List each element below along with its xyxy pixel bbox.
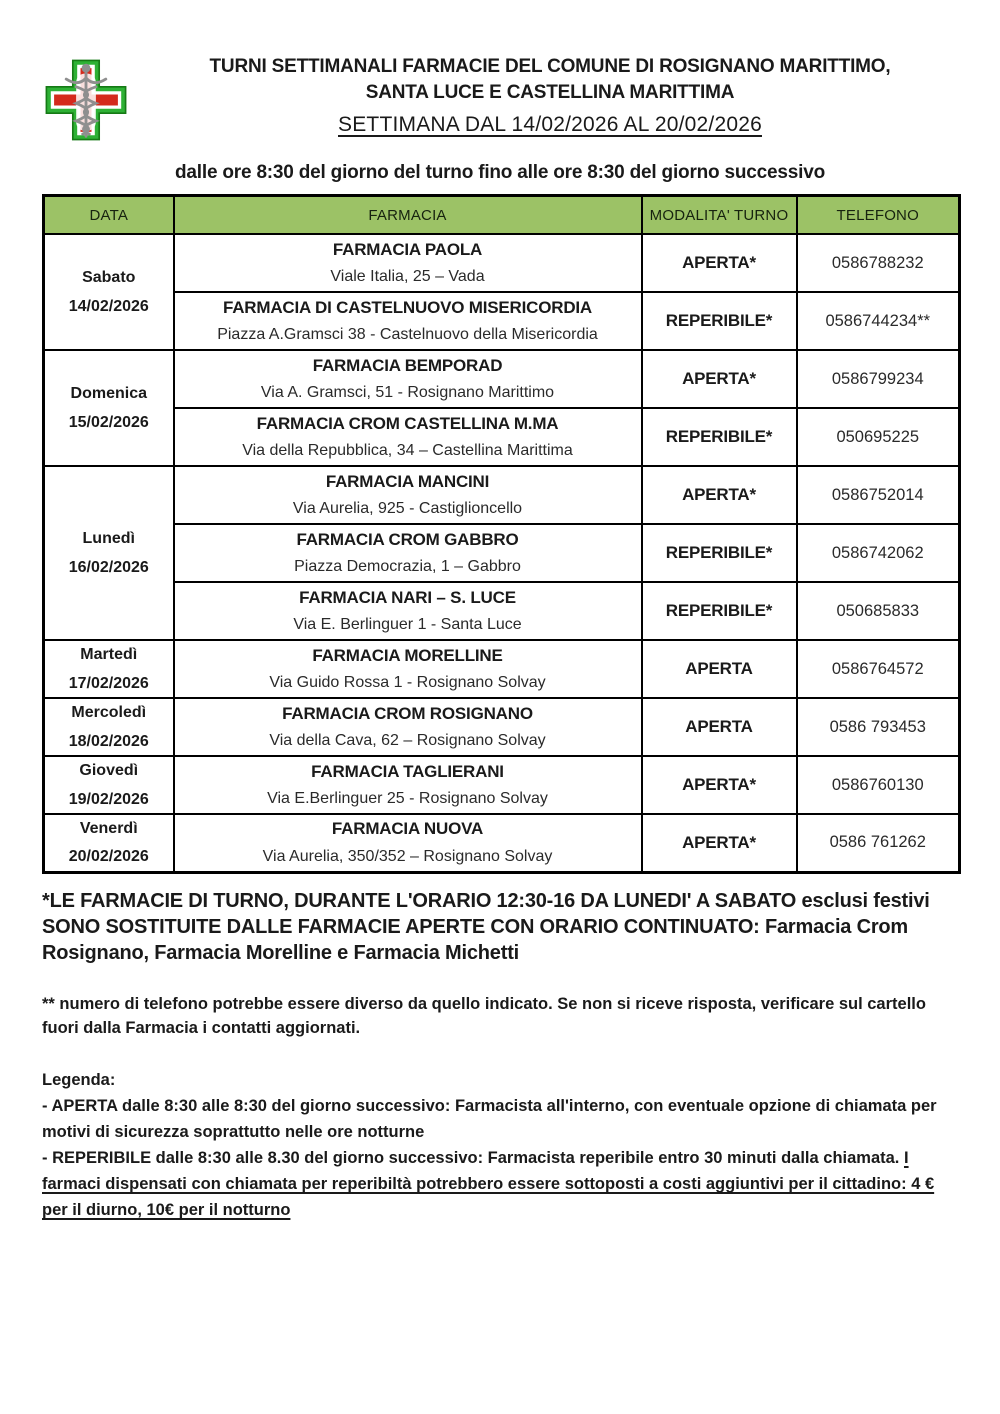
- table-row: [44, 408, 960, 466]
- date-cell-lunedi: [44, 466, 174, 640]
- pharmacy-address: Viale Italia, 25 – Vada: [330, 268, 485, 286]
- day-label: Domenica: [70, 385, 147, 403]
- table-row: [44, 698, 960, 756]
- column-header-modalita: MODALITA' TURNO: [642, 196, 797, 235]
- phone-disclaimer-note: ** numero di telefono potrebbe essere diverso da quello indicato. Se non si riceve risposta, verificare sul cartello fuori dalla Farmacia i contatti aggiornati.: [42, 994, 926, 1038]
- phone-cell: 0586 793453: [797, 698, 960, 756]
- date-label: 17/02/2026: [68, 674, 149, 692]
- day-label: Venerdì: [79, 820, 138, 838]
- legend-title: Legenda:: [42, 1071, 116, 1089]
- legend-reperibile-text: - REPERIBILE dalle 8:30 alle 8.30 del giorno successivo: Farmacista reperibile entro 30 minuti dalla chiamata.: [42, 1149, 904, 1168]
- mode-cell: APERTA*: [642, 466, 797, 524]
- table-row: [44, 524, 960, 582]
- table-row: [44, 466, 960, 524]
- date-label: 18/02/2026: [68, 732, 149, 750]
- mode-cell: REPERIBILE*: [642, 524, 797, 582]
- date-label: 19/02/2026: [68, 790, 149, 808]
- pharmacy-name: FARMACIA BEMPORAD: [312, 355, 503, 375]
- shift-hours-subtitle: dalle ore 8:30 del giorno del turno fino alle ore 8:30 del giorno successivo: [175, 162, 825, 183]
- pharmacy-address: Via A. Gramsci, 51 - Rosignano Marittimo: [260, 384, 555, 402]
- pharmacy-address: Via della Repubblica, 34 – Castellina Marittima: [242, 442, 573, 460]
- week-range: SETTIMANA DAL 14/02/2026 AL 20/02/2026: [338, 113, 762, 137]
- pharmacy-cross-caduceus-icon: [42, 54, 142, 149]
- table-row: [44, 350, 960, 408]
- pharmacy-address: Piazza A.Gramsci 38 - Castelnuovo della Misericordia: [217, 326, 598, 344]
- pharmacy-name: FARMACIA DI CASTELNUOVO MISERICORDIA: [222, 297, 592, 317]
- pharmacy-cell: [174, 234, 642, 292]
- mode-cell: APERTA: [642, 640, 797, 698]
- date-cell-domenica: [44, 350, 174, 466]
- table-row: [44, 756, 960, 814]
- pharmacy-name: FARMACIA CROM CASTELLINA M.MA: [256, 413, 559, 433]
- pharmacy-address: Via della Cava, 62 – Rosignano Solvay: [269, 732, 546, 750]
- phone-cell: 0586764572: [797, 640, 960, 698]
- date-cell-venerdi: [44, 814, 174, 872]
- pharmacy-name: FARMACIA MANCINI: [325, 471, 490, 491]
- date-label: 16/02/2026: [68, 558, 149, 576]
- pharmacy-name: FARMACIA CROM ROSIGNANO: [282, 703, 533, 723]
- mode-cell: APERTA*: [642, 756, 797, 814]
- phone-cell: 0586752014: [797, 466, 960, 524]
- pharmacy-cell: [174, 524, 642, 582]
- date-label: 15/02/2026: [68, 413, 149, 431]
- legend-item-reperibile: [42, 1145, 958, 1223]
- pharmacy-name: FARMACIA MORELLINE: [312, 645, 503, 665]
- phone-cell: 0586760130: [797, 756, 960, 814]
- date-label: 14/02/2026: [68, 297, 149, 315]
- date-label: 20/02/2026: [68, 848, 149, 866]
- title-block: [142, 54, 958, 137]
- phone-cell: 050685833: [797, 582, 960, 640]
- pharmacy-address: Piazza Democrazia, 1 – Gabbro: [294, 558, 521, 576]
- phone-cell: 0586744234**: [797, 292, 960, 350]
- pharmacy-address: Via E.Berlinguer 25 - Rosignano Solvay: [267, 790, 548, 808]
- pharmacy-cell: [174, 698, 642, 756]
- pharmacy-name: FARMACIA PAOLA: [332, 239, 483, 259]
- date-cell-giovedi: [44, 756, 174, 814]
- mode-cell: APERTA*: [642, 350, 797, 408]
- date-cell-martedi: [44, 640, 174, 698]
- pharmacy-cell: [174, 582, 642, 640]
- pharmacy-name: FARMACIA TAGLIERANI: [311, 761, 504, 781]
- table-row: [44, 292, 960, 350]
- pharmacy-cell: [174, 756, 642, 814]
- pharmacy-name: FARMACIA NARI – S. LUCE: [299, 587, 516, 607]
- pharmacy-address: Via Aurelia, 350/352 – Rosignano Solvay: [262, 847, 553, 865]
- column-header-telefono: TELEFONO: [797, 196, 960, 235]
- legend-section: [42, 1067, 958, 1223]
- table-row: [44, 640, 960, 698]
- page-title-line2: SANTA LUCE E CASTELLINA MARITTIMA: [365, 81, 735, 103]
- table-header: [44, 196, 960, 235]
- pharmacy-name: FARMACIA CROM GABBRO: [296, 529, 519, 549]
- day-label: Sabato: [82, 269, 136, 287]
- mode-cell: APERTA: [642, 698, 797, 756]
- day-label: Mercoledì: [71, 704, 147, 722]
- pharmacy-address: Via Guido Rossa 1 - Rosignano Solvay: [269, 674, 546, 692]
- pharmacy-cell: [174, 292, 642, 350]
- day-label: Giovedì: [79, 762, 139, 780]
- pharmacy-cell: [174, 350, 642, 408]
- column-header-farmacia: FARMACIA: [174, 196, 642, 235]
- phone-cell: 0586788232: [797, 234, 960, 292]
- day-label: Lunedì: [82, 530, 135, 548]
- phone-cell: 0586742062: [797, 524, 960, 582]
- pharmacy-cell: [174, 814, 642, 872]
- pharmacy-cell: [174, 466, 642, 524]
- mode-cell: APERTA*: [642, 814, 797, 872]
- legend-reperibile-cost-warning: I farmaci dispensati con chiamata per reperibiltà potrebbero essere sottoposti a costi aggiuntivi per il cittadino: 4 € per il diurno, 10€ per il notturno: [42, 1149, 935, 1220]
- phone-cell: 050695225: [797, 408, 960, 466]
- column-header-data: DATA: [44, 196, 174, 235]
- table-row: [44, 234, 960, 292]
- pharmacy-shift-table: [42, 194, 961, 874]
- mode-cell: REPERIBILE*: [642, 408, 797, 466]
- table-row: [44, 814, 960, 872]
- phone-cell: 0586 761262: [797, 814, 960, 872]
- pharmacy-cell: [174, 640, 642, 698]
- mode-cell: REPERIBILE*: [642, 582, 797, 640]
- pharmacy-address: Via E. Berlinguer 1 - Santa Luce: [293, 616, 522, 634]
- table-row: [44, 582, 960, 640]
- pharmacy-name: FARMACIA NUOVA: [331, 819, 484, 839]
- substitution-note: *LE FARMACIE DI TURNO, DURANTE L'ORARIO 12:30-16 DA LUNEDI' A SABATO esclusi festivi SONO SOSTITUITE DALLE FARMACIE APERTE CON ORARIO CONTINUATO: Farmacia Crom Rosignano, Farmacia Morelline e Farmacia Michetti: [42, 889, 930, 964]
- phone-cell: 0586799234: [797, 350, 960, 408]
- date-cell-sabato: [44, 234, 174, 350]
- legend-item-aperta: - APERTA dalle 8:30 alle 8:30 del giorno successivo: Farmacista all'interno, con eventuale opzione di chiamata per motivi di sicurezza soprattutto nelle ore notturne: [42, 1097, 937, 1142]
- document-header: [42, 54, 958, 149]
- mode-cell: REPERIBILE*: [642, 292, 797, 350]
- date-cell-mercoledi: [44, 698, 174, 756]
- pharmacy-address: Via Aurelia, 925 - Castiglioncello: [292, 500, 523, 518]
- pharmacy-cell: [174, 408, 642, 466]
- day-label: Martedì: [80, 646, 138, 664]
- mode-cell: APERTA*: [642, 234, 797, 292]
- page-title-line1: TURNI SETTIMANALI FARMACIE DEL COMUNE DI ROSIGNANO MARITTIMO,: [209, 56, 891, 77]
